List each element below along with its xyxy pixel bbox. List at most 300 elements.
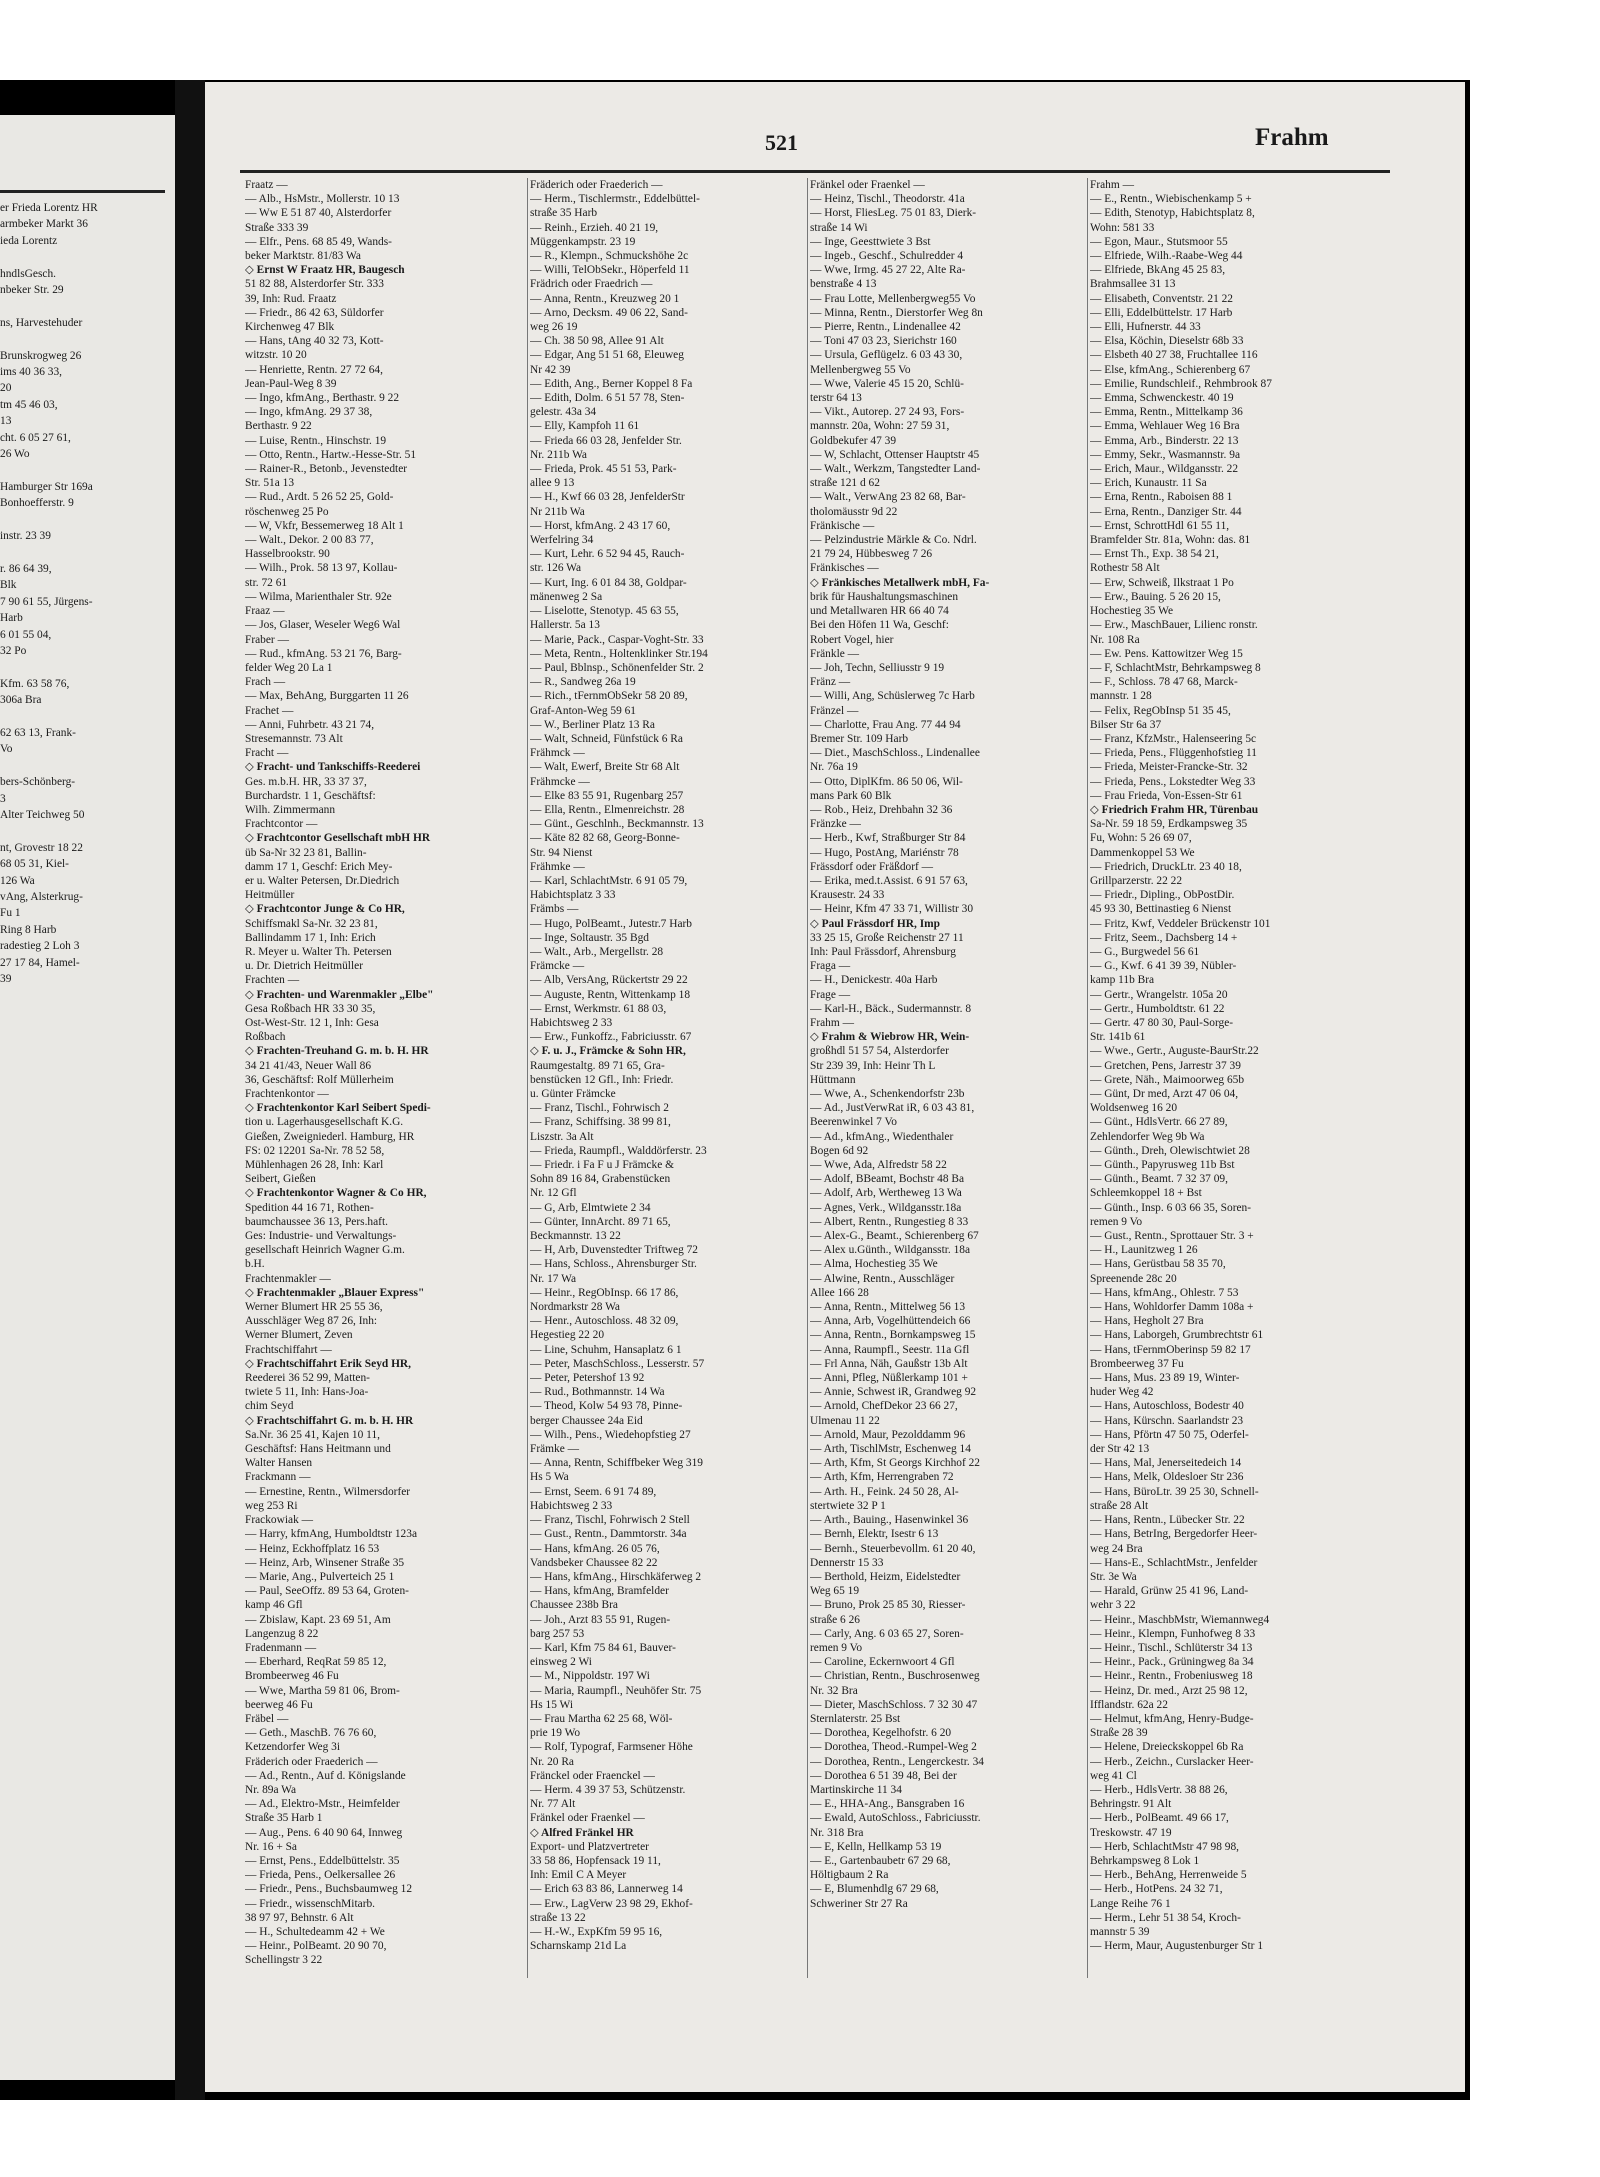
directory-entry: berger Chaussee 24a Eid <box>530 1414 643 1427</box>
directory-entry: — Karl-H., Bäck., Sudermannstr. 8 <box>810 1002 972 1015</box>
left-page-entry <box>0 249 170 265</box>
left-page-entry <box>0 331 170 347</box>
directory-entry: — Harald, Grünw 25 41 96, Land- <box>1090 1585 1249 1598</box>
directory-entry: — Annie, Schwest iR, Grandweg 92 <box>810 1386 977 1399</box>
directory-entry: ◇ Paul Frässdorf HR, Imp <box>810 917 940 930</box>
directory-entry: ◇ Frachtschiffahrt Erik Seyd HR, <box>245 1357 412 1370</box>
directory-entry: b.H. <box>245 1258 265 1271</box>
directory-entry: — Erika, med.t.Assist. 6 91 57 63, <box>810 874 968 887</box>
directory-entry: Werfelring 34 <box>530 534 594 547</box>
directory-entry: Martinskirche 11 34 <box>810 1783 902 1796</box>
left-page-entry: ims 40 36 33, <box>0 366 63 379</box>
section-heading: Fräderich oder Fraederich — <box>245 1755 378 1768</box>
directory-entry: üb Sa-Nr 32 23 81, Ballin- <box>245 846 367 859</box>
directory-entry: — Elfriede, BkAng 45 25 83, <box>1090 264 1226 277</box>
directory-entry: — Heinz, Eckhoffplatz 16 53 <box>245 1542 380 1555</box>
left-page-entry: ns, Harvestehuder <box>0 316 83 329</box>
directory-entry: — Bernh, Elektr, Isestr 6 13 <box>810 1528 939 1541</box>
directory-entry: Nr. 108 Ra <box>1090 633 1140 646</box>
left-page-entry: 62 63 13, Frank- <box>0 727 76 739</box>
directory-entry: — Berthold, Heizm, Eidelstedter <box>810 1570 961 1583</box>
directory-entry: — Anni, Pfleg, Nüßlerkamp 101 + <box>810 1372 968 1385</box>
directory-entry: — Elfriede, Wilh.-Raabe-Weg 44 <box>1090 250 1243 263</box>
page-gutter <box>175 80 205 2100</box>
directory-entry: — Heinz, Arb, Winsener Straße 35 <box>245 1556 405 1569</box>
directory-entry: — Alb, VersAng, Rückertstr 29 22 <box>530 974 688 987</box>
directory-entry: — Otto, Rentn., Hartw.-Hesse-Str. 51 <box>245 448 417 461</box>
directory-entry: — Edith, Ang., Berner Koppel 8 Fa <box>530 377 693 390</box>
directory-entry: — Elly, Kampfoh 11 61 <box>530 420 640 433</box>
directory-entry: 21 79 24, Hübbesweg 7 26 <box>810 548 933 561</box>
directory-entry: — Emilie, Rundschleif., Rehmbrook 87 <box>1090 377 1272 390</box>
directory-entry: — Gertr., Humboldtstr. 61 22 <box>1090 1002 1225 1015</box>
directory-column-1 <box>245 178 528 1968</box>
left-page-entry: 306a Bra <box>0 694 42 707</box>
directory-entry: — Herm, Maur, Augustenburger Str 1 <box>1090 1940 1264 1953</box>
directory-entry: — Elisabeth, Conventstr. 21 22 <box>1090 292 1234 305</box>
section-heading: Frähmcke — <box>530 775 590 788</box>
directory-entry: — Wilh., Pens., Wiedehopfstieg 27 <box>530 1428 691 1441</box>
directory-entry: Schweriner Str 27 Ra <box>810 1897 908 1910</box>
directory-entry: Dammenkoppel 53 We <box>1090 846 1195 859</box>
directory-entry: — Franz, Schiffsing. 38 99 81, <box>530 1116 671 1129</box>
directory-entry: — H., Denickestr. 40a Harb <box>810 974 938 987</box>
directory-entry: mans Park 60 Blk <box>810 789 892 802</box>
left-page-entry: r. 86 64 39, <box>0 562 52 575</box>
directory-column-4 <box>1090 178 1373 1953</box>
left-page-entry: bers-Schönberg- <box>0 776 76 789</box>
directory-entry: — H., Schultedeamm 42 + We <box>245 1925 385 1938</box>
section-heading: Frachten — <box>245 974 300 987</box>
directory-entry: — Horst, kfmAng. 2 43 17 60, <box>530 519 671 532</box>
section-heading: Fracht — <box>245 747 289 760</box>
directory-entry: — Rich., tFernmObSekr 58 20 89, <box>530 690 688 703</box>
directory-entry: — Ernst Th., Exp. 38 54 21, <box>1090 548 1219 561</box>
directory-entry: Mellenbergweg 55 Vo <box>810 363 911 376</box>
directory-entry: — Frieda, Pens., Oelkersallee 26 <box>245 1869 396 1882</box>
directory-entry: Stresemannstr. 73 Alt <box>245 732 343 745</box>
directory-entry: Chaussee 238b Bra <box>530 1599 618 1612</box>
section-heading: Frachtcontor — <box>245 818 318 831</box>
directory-entry: Treskowstr. 47 19 <box>1090 1826 1172 1839</box>
directory-entry: Ges. m.b.H. HR, 33 37 37, <box>245 775 367 788</box>
directory-entry: — F, SchlachtMstr, Behrkampsweg 8 <box>1090 661 1261 674</box>
left-page-entry: 7 90 61 55, Jürgens- <box>0 595 93 608</box>
directory-entry: Krausestr. 24 33 <box>810 889 885 902</box>
directory-entry: — Inge, Soltaustr. 35 Bgd <box>530 931 649 944</box>
directory-entry: — Adolf, Arb, Wertheweg 13 Wa <box>810 1187 962 1200</box>
section-heading: Frackowiak — <box>245 1514 314 1527</box>
directory-entry: Hochestieg 35 We <box>1090 605 1174 618</box>
directory-entry: — Friedr., Dipling., ObPostDir. <box>1090 889 1235 902</box>
directory-entry: Nr. 16 + Sa <box>245 1840 297 1853</box>
directory-entry: Nr. 20 Ra <box>530 1755 574 1768</box>
directory-entry: — Erw., MaschBauer, Lilienc ronstr. <box>1090 619 1258 632</box>
directory-entry: 45 93 30, Bettinastieg 6 Nienst <box>1090 903 1232 916</box>
directory-entry: — Paul, Bblnsp., Schönenfelder Str. 2 <box>530 661 704 674</box>
directory-entry: 39, Inh: Rud. Fraatz <box>245 292 337 305</box>
directory-entry: — Hans, Kürschn. Saarlandstr 23 <box>1090 1414 1244 1427</box>
directory-entry: Nr. 17 Wa <box>530 1272 577 1285</box>
directory-entry: — Günth., Insp. 6 03 66 35, Soren- <box>1090 1201 1252 1214</box>
directory-entry: — Rud., kfmAng. 53 21 76, Barg- <box>245 647 402 660</box>
directory-entry: stertwiete 32 P 1 <box>810 1499 886 1512</box>
directory-entry: Str. 3e Wa <box>1090 1570 1137 1583</box>
directory-entry: — Gust., Rentn., Dammtorstr. 34a <box>530 1528 687 1541</box>
directory-entry: huder Weg 42 <box>1090 1386 1154 1399</box>
directory-entry: Berthastr. 9 22 <box>245 420 312 433</box>
section-heading: Främbs — <box>530 903 579 916</box>
directory-entry: mänenweg 2 Sa <box>530 590 603 603</box>
directory-entry: — Meta, Rentn., Holtenklinker Str.194 <box>530 647 708 660</box>
directory-entry: — Heinr., Tischl., Schlüterstr 34 13 <box>1090 1641 1253 1654</box>
left-page-entry: armbeker Markt 36 <box>0 218 88 231</box>
directory-entry: Behringstr. 91 Alt <box>1090 1798 1172 1811</box>
directory-entry: weg 24 Bra <box>1090 1542 1143 1555</box>
directory-entry: — Liselotte, Stenotyp. 45 63 55, <box>530 605 679 618</box>
directory-entry: Hegestieg 22 20 <box>530 1329 605 1342</box>
directory-entry: Bei den Höfen 11 Wa, Geschf: <box>810 619 949 632</box>
directory-entry: — Heinr., MaschbMstr, Wiemannweg4 <box>1090 1613 1270 1626</box>
directory-entry: — Anna, Raumpfl., Seestr. 11a Gfl <box>810 1343 970 1356</box>
left-page-entry: nt, Grovestr 18 22 <box>0 841 83 854</box>
directory-entry: Schellingstr 3 22 <box>245 1954 323 1967</box>
directory-entry: — Hugo, PolBeamt., Jutestr.7 Harb <box>530 917 692 930</box>
directory-entry: — Ewald, AutoSchloss., Fabriciusstr. <box>810 1812 981 1825</box>
directory-entry: — Arnold, ChefDekor 23 66 27, <box>810 1400 958 1413</box>
directory-entry: 36, Geschäftsf: Rolf Müllerheim <box>245 1073 394 1086</box>
directory-entry: — Hans, tFernmOberinsp 59 82 17 <box>1090 1343 1251 1356</box>
directory-entry: — Anna, Rentn., Mittelweg 56 13 <box>810 1301 966 1314</box>
section-heading: Fränkische — <box>810 519 875 532</box>
directory-entry: twiete 5 11, Inh: Hans-Joa- <box>245 1386 369 1399</box>
directory-entry: — Auguste, Rentn, Wittenkamp 18 <box>530 988 691 1001</box>
directory-entry: — Heinr., Klempn, Funhofweg 8 33 <box>1090 1627 1256 1640</box>
directory-entry: ◇ F. u. J., Främcke & Sohn HR, <box>530 1045 686 1058</box>
directory-entry: tholomäusstr 9d 22 <box>810 505 898 518</box>
directory-entry: — Heinr., PolBeamt. 20 90 70, <box>245 1940 387 1953</box>
directory-entry: — Caroline, Eckernwoort 4 Gfl <box>810 1656 955 1669</box>
directory-entry: Raumgestaltg. 89 71 65, Gra- <box>530 1059 665 1072</box>
directory-entry: — Ernst, SchrottHdl 61 55 11, <box>1090 519 1230 532</box>
directory-entry: — Bruno, Prok 25 85 30, Riesser- <box>810 1599 966 1612</box>
left-page-entry: 32 Po <box>0 644 27 657</box>
directory-entry: — Arth, Kfm, Herrengraben 72 <box>810 1471 954 1484</box>
left-page-entry: radestieg 2 Loh 3 <box>0 940 80 953</box>
left-page-entry: vAng, Alsterkrug- <box>0 891 83 904</box>
directory-entry: wehr 3 22 <box>1090 1599 1136 1612</box>
directory-entry: Vandsbeker Chaussee 82 22 <box>530 1556 658 1569</box>
left-page-entry: Hamburger Str 169a <box>0 480 93 493</box>
section-heading: Fradenmann — <box>245 1641 317 1654</box>
directory-entry: — Alex-G., Beamt., Schierenberg 67 <box>810 1230 979 1243</box>
directory-entry: — Rud., Bothmannstr. 14 Wa <box>530 1386 665 1399</box>
directory-entry: — Rob., Heiz, Drehbahn 32 36 <box>810 803 953 816</box>
left-header-rule <box>0 190 165 193</box>
directory-entry: weg 26 19 <box>530 321 578 334</box>
directory-entry: — Hans-E., SchlachtMstr., Jenfelder <box>1090 1556 1258 1569</box>
directory-entry: Werner Blumert HR 25 55 36, <box>245 1301 383 1314</box>
directory-entry: Schiffsmakl Sa-Nr. 32 23 81, <box>245 917 378 930</box>
directory-entry: — Franz, KfzMstr., Halenseering 5c <box>1090 732 1257 745</box>
directory-entry: — Frieda, Prok. 45 51 53, Park- <box>530 463 677 476</box>
directory-entry: Brombeerweg 46 Fu <box>245 1670 339 1683</box>
directory-entry: Müggenkampstr. 23 19 <box>530 235 636 248</box>
directory-entry: — F., Schloss. 78 47 68, Marck- <box>1090 676 1238 689</box>
directory-entry: — Felix, RegObInsp 51 35 45, <box>1090 704 1231 717</box>
directory-entry: ◇ Frachten-Treuhand G. m. b. H. HR <box>245 1045 429 1058</box>
left-page-entry: instr. 23 39 <box>0 530 51 543</box>
directory-entry: — H.-W., ExpKfm 59 95 16, <box>530 1925 663 1938</box>
directory-entry: — Anni, Fuhrbetr. 43 21 74, <box>245 718 375 731</box>
directory-entry: — Emma, Schwenckestr. 40 19 <box>1090 392 1234 405</box>
directory-entry: Ges: Industrie- und Verwaltungs- <box>245 1230 397 1243</box>
directory-entry: — Hans, Pförtn 47 50 75, Oderfel- <box>1090 1428 1249 1441</box>
directory-entry: — Erw, Schweiß, Ilkstraat 1 Po <box>1090 576 1234 589</box>
left-page-entry <box>0 463 170 479</box>
directory-entry: — Ursula, Geflügelz. 6 03 43 30, <box>810 349 963 362</box>
directory-entry: — Alb., HsMstr., Mollerstr. 10 13 <box>245 193 400 206</box>
directory-entry: — Hans, Mal, Jenerseitedeich 14 <box>1090 1457 1242 1470</box>
directory-entry: — Elli, Eddelbüttelstr. 17 Harb <box>1090 306 1233 319</box>
directory-entry: — Fritz, Seem., Dachsberg 14 + <box>1090 931 1238 944</box>
directory-entry: Goldbekufer 47 39 <box>810 434 897 447</box>
directory-entry: — Walt., Dekor. 2 00 83 77, <box>245 534 374 547</box>
directory-entry: Bremer Str. 109 Harb <box>810 732 909 745</box>
directory-entry: — Hans, Autoschloss, Bodestr 40 <box>1090 1400 1244 1413</box>
directory-entry: — Pelzindustrie Märkle & Co. Ndrl. <box>810 534 977 547</box>
directory-entry: — Friedr., 86 42 63, Süldorfer <box>245 306 384 319</box>
directory-entry: — Erna, Rentn., Raboisen 88 1 <box>1090 491 1233 504</box>
left-page-entry: 6 01 55 04, <box>0 628 52 641</box>
section-heading: Frachtschiffahrt — <box>245 1343 332 1356</box>
directory-entry: Bramfelder Str. 81a, Wohn: das. 81 <box>1090 534 1251 547</box>
section-heading: Fränkle — <box>810 647 860 660</box>
directory-entry: — Arth., Bauing., Hasenwinkel 36 <box>810 1514 969 1527</box>
directory-entry: — Dieter, MaschSchloss. 7 32 30 47 <box>810 1698 978 1711</box>
directory-entry: — Hans, tAng 40 32 73, Kott- <box>245 335 384 348</box>
section-heading: Frachtenkontor — <box>245 1088 329 1100</box>
directory-entry: — Arth, Kfm, St Georgs Kirchhof 22 <box>810 1457 981 1470</box>
directory-entry: — Walt., Werkzm, Tangstedter Land- <box>810 463 981 476</box>
directory-entry: straße 35 Harb <box>530 207 598 220</box>
left-page-entry <box>0 709 170 725</box>
directory-entry: — Frieda, Raumpfl., Walddörferstr. 23 <box>530 1144 707 1157</box>
directory-entry: — Hans, Wohldorfer Damm 108a + <box>1090 1301 1254 1314</box>
directory-entry: — Walt, Schneid, Fünfstück 6 Ra <box>530 732 683 745</box>
directory-entry: — Frau Frieda, Von-Essen-Str 61 <box>1090 789 1243 802</box>
left-page-entry: 126 Wa <box>0 874 35 887</box>
directory-entry: — Erich, Maur., Wildgansstr. 22 <box>1090 463 1239 476</box>
directory-entry: ◇ Frachtcontor Gesellschaft mbH HR <box>245 832 431 845</box>
directory-entry: Beckmannstr. 13 22 <box>530 1230 621 1243</box>
directory-entry: Brahmsallee 31 13 <box>1090 278 1176 291</box>
directory-entry: — Marie, Ang., Pulverteich 25 1 <box>245 1570 395 1583</box>
directory-entry: — Emma, Wehlauer Weg 16 Bra <box>1090 420 1240 433</box>
directory-entry: chim Seyd <box>245 1400 294 1413</box>
directory-entry: — Wwe., Gertr., Auguste-BaurStr.22 <box>1090 1045 1259 1058</box>
directory-entry: — Hans, Mus. 23 89 19, Winter- <box>1090 1372 1240 1385</box>
directory-entry: — Emma, Rentn., Mittelkamp 36 <box>1090 406 1243 419</box>
directory-entry: Sa.Nr. 36 25 41, Kajen 10 11, <box>245 1428 380 1441</box>
directory-entry: Ausschläger Weg 87 26, Inh: <box>245 1315 378 1328</box>
directory-entry: — Frieda, Meister-Francke-Str. 32 <box>1090 761 1248 774</box>
directory-entry: — Reinh., Erzieh. 40 21 19, <box>530 221 659 234</box>
directory-entry: Liszstr. 3a Alt <box>530 1130 594 1143</box>
directory-entry: — Dorothea, Rentn., Lengerckestr. 34 <box>810 1755 984 1768</box>
directory-entry: — Ernestine, Rentn., Wilmersdorfer <box>245 1485 411 1498</box>
directory-entry: Inh: Paul Frässdorf, Ahrensburg <box>810 945 956 958</box>
directory-entry: Sa-Nr. 59 18 59, Erdkampsweg 35 <box>1090 818 1248 831</box>
directory-entry: straße 28 Alt <box>1090 1499 1149 1512</box>
directory-entry: Geschäftsf: Hans Heitmann und <box>245 1443 391 1456</box>
directory-entry: — Hans, Rentn., Lübecker Str. 22 <box>1090 1514 1245 1527</box>
directory-entry: — Edgar, Ang 51 51 68, Eleuweg <box>530 349 684 362</box>
directory-entry: großhdl 51 57 54, Alsterdorfer <box>810 1045 949 1058</box>
directory-entry: — Diet., MaschSchloss., Lindenallee <box>810 747 980 760</box>
directory-entry: — Edith, Dolm. 6 51 57 78, Sten- <box>530 392 685 405</box>
directory-entry: — Elsa, Köchin, Dieselstr 68b 33 <box>1090 335 1244 348</box>
directory-entry: — Hans, kfmAng., Ohlestr. 7 53 <box>1090 1286 1239 1299</box>
directory-entry: — Elli, Hufnerstr. 44 33 <box>1090 321 1201 334</box>
directory-entry: remen 9 Vo <box>810 1641 863 1654</box>
directory-entry: einsweg 2 Wi <box>530 1656 592 1669</box>
left-page-entry <box>0 512 170 528</box>
directory-entry: — Ad., JustVerwRat iR, 6 03 43 81, <box>810 1102 975 1115</box>
directory-entry: — Ad., Elektro-Mstr., Heimfelder <box>245 1798 400 1811</box>
section-heading: Frahm — <box>810 1016 854 1029</box>
directory-entry: — Kurt, Lehr. 6 52 94 45, Rauch- <box>530 548 685 561</box>
directory-entry: Mühlenhagen 26 28, Inh: Karl <box>245 1159 384 1172</box>
directory-entry: Nr. 32 Bra <box>810 1684 858 1697</box>
directory-entry: — Herb, SchlachtMstr 47 98 98, <box>1090 1840 1240 1853</box>
directory-entry: Str. 141b 61 <box>1090 1031 1146 1044</box>
directory-entry: ◇ Ernst W Fraatz HR, Baugesch <box>245 264 405 277</box>
directory-entry: — Wwe, Valerie 45 15 20, Schlü- <box>810 377 964 390</box>
directory-entry: mannstr 5 39 <box>1090 1925 1150 1938</box>
section-heading: Frage — <box>810 988 851 1001</box>
directory-entry: — Günt., Geschlnh., Beckmannstr. 13 <box>530 818 704 831</box>
directory-entry: — Otto, DiplKfm. 86 50 06, Wil- <box>810 775 963 788</box>
directory-entry: Spedition 44 16 71, Rothen- <box>245 1201 374 1214</box>
directory-entry: Reederei 36 52 99, Matten- <box>245 1372 370 1385</box>
directory-entry: — Albert, Rentn., Rungestieg 8 33 <box>810 1215 969 1228</box>
directory-entry: Rothestr 58 Alt <box>1090 562 1160 575</box>
directory-entry: — Walt., Arb., Mergellstr. 28 <box>530 945 664 958</box>
directory-entry: — Arth. H., Feink. 24 50 28, Al- <box>810 1485 959 1498</box>
directory-entry: — Rud., Ardt. 5 26 52 25, Gold- <box>245 491 394 504</box>
directory-entry: Sternlaterstr. 25 Bst <box>810 1712 901 1725</box>
directory-entry: — Hans, kfmAng, Bramfelder <box>530 1585 669 1598</box>
directory-entry: Ifflandstr. 62a 22 <box>1090 1698 1168 1711</box>
directory-entry: Nr. 77 Alt <box>530 1798 576 1811</box>
directory-entry: Bogen 6d 92 <box>810 1144 869 1157</box>
directory-entry: röschenweg 25 Po <box>245 505 329 518</box>
directory-entry: — Günth., Dreh, Olewischtwiet 28 <box>1090 1144 1250 1157</box>
directory-entry: — Bernh., Steuerbevollm. 61 20 40, <box>810 1542 976 1555</box>
directory-entry: — Fritz, Kwf, Veddeler Brückenstr 101 <box>1090 917 1271 930</box>
directory-entry: Burchardstr. 1 1, Geschäftsf: <box>245 789 376 802</box>
directory-entry: — Minna, Rentn., Dierstorfer Weg 8n <box>810 306 983 319</box>
directory-entry: Str. 51a 13 <box>245 477 295 490</box>
directory-entry: Nordmarkstr 28 Wa <box>530 1301 620 1314</box>
directory-entry: gelestr. 43a 34 <box>530 406 597 419</box>
directory-entry: — Wwe, A., Schenkendorfstr 23b <box>810 1088 965 1100</box>
directory-entry: — M., Nippoldstr. 197 Wi <box>530 1670 650 1683</box>
directory-entry: — Wwe, Martha 59 81 06, Brom- <box>245 1684 400 1697</box>
directory-entry: Schleemkoppel 18 + Bst <box>1090 1187 1202 1200</box>
left-page-entry: Vo <box>0 743 13 756</box>
directory-entry: — E., Gartenbaubetr 67 29 68, <box>810 1854 951 1867</box>
directory-entry: Wohn: 581 33 <box>1090 221 1155 234</box>
left-page-entry: Ring 8 Harb <box>0 923 57 936</box>
directory-entry: — Vikt., Autorep. 27 24 93, Fors- <box>810 406 965 419</box>
directory-entry: — Agnes, Verk., Wildgansstr.18a <box>810 1201 962 1214</box>
directory-entry: — Frieda, Pens., Flüggenhofstieg 11 <box>1090 747 1257 760</box>
directory-entry: — Herb., Zeichn., Curslacker Heer- <box>1090 1755 1254 1768</box>
directory-entry: — Herm. 4 39 37 53, Schützenstr. <box>530 1783 686 1796</box>
section-heading: Fraaz — <box>245 605 285 618</box>
directory-entry: — G, Arb, Elmtwiete 2 34 <box>530 1201 651 1214</box>
directory-entry: — Wilma, Marienthaler Str. 92e <box>245 590 392 603</box>
left-page-entry: Kfm. 63 58 76, <box>0 677 70 690</box>
directory-entry: — Ernst, Werkmstr. 61 88 03, <box>530 1002 667 1015</box>
directory-entry: — Erw., Bauing. 5 26 20 15, <box>1090 590 1221 603</box>
directory-entry: Nr. 211b Wa <box>530 448 587 461</box>
directory-entry: — Heinz, Dr. med., Arzt 25 98 12, <box>1090 1684 1248 1697</box>
directory-entry: — R., Klempn., Schmuckshöhe 2c <box>530 250 689 263</box>
directory-entry: — Herb., BehAng, Herrenweide 5 <box>1090 1869 1247 1882</box>
directory-entry: — Henr., Autoschloss. 48 32 09, <box>530 1315 679 1328</box>
directory-entry: — Elfr., Pens. 68 85 49, Wands- <box>245 235 392 248</box>
directory-entry: 38 97 97, Behnstr. 6 Alt <box>245 1911 354 1924</box>
directory-entry: — Else, kfmAng., Schierenberg 67 <box>1090 363 1251 376</box>
directory-entry: — Gertr., Wrangelstr. 105a 20 <box>1090 988 1228 1001</box>
directory-entry: — Arnold, Maur, Pezolddamm 96 <box>810 1428 966 1441</box>
directory-entry: ◇ Frahm & Wiebrow HR, Wein- <box>810 1031 970 1044</box>
directory-entry: — G., Burgwedel 56 61 <box>1090 945 1200 958</box>
directory-entry: Zehlendorfer Weg 9b Wa <box>1090 1130 1205 1143</box>
directory-entry: — Frl Anna, Näh, Gaußstr 13b Alt <box>810 1357 968 1370</box>
directory-entry: mannstr. 20a, Wohn: 27 59 31, <box>810 420 950 433</box>
directory-entry: — Willi, Ang, Schüslerweg 7c Harb <box>810 690 975 703</box>
directory-entry: — Egon, Maur., Stutsmoor 55 <box>1090 235 1228 248</box>
directory-entry: — Erna, Rentn., Danziger Str. 44 <box>1090 505 1242 518</box>
directory-entry: — Erw., LagVerw 23 98 29, Ekhof- <box>530 1897 693 1910</box>
directory-entry: — Ew. Pens. Kattowitzer Weg 15 <box>1090 647 1243 660</box>
directory-entry: Nr 211b Wa <box>530 505 585 518</box>
directory-entry: — Arno, Decksm. 49 06 22, Sand- <box>530 306 688 319</box>
directory-entry: Habichtsplatz 3 33 <box>530 889 616 902</box>
left-page-entry: er Frieda Lorentz HR <box>0 202 98 214</box>
directory-entry: — Hans, Hegholt 27 Bra <box>1090 1315 1204 1328</box>
directory-entry: Habichtsweg 2 33 <box>530 1499 613 1512</box>
section-heading: Fraatz — <box>245 179 288 191</box>
directory-entry: — Kurt, Ing. 6 01 84 38, Goldpar- <box>530 576 687 589</box>
directory-entry: — E., Rentn., Wiebischenkamp 5 + <box>1090 193 1252 206</box>
section-heading: Fräbel — <box>245 1712 289 1725</box>
directory-entry: Hs 15 Wi <box>530 1698 573 1711</box>
directory-entry: Scharnskamp 21d La <box>530 1940 627 1953</box>
directory-entry: — Arth, TischlMstr, Eschenweg 14 <box>810 1443 971 1456</box>
directory-entry: — Hugo, PostAng, Mariénstr 78 <box>810 846 959 859</box>
directory-entry: Höltigbaum 2 Ra <box>810 1869 889 1882</box>
directory-entry: allee 9 13 <box>530 477 575 490</box>
directory-entry: Beerenwinkel 7 Vo <box>810 1116 897 1129</box>
left-column <box>0 200 170 988</box>
section-heading: Fräderich oder Fraederich — <box>530 179 663 191</box>
directory-entry: — W, Vkfr, Bessemerweg 18 Alt 1 <box>245 519 404 532</box>
